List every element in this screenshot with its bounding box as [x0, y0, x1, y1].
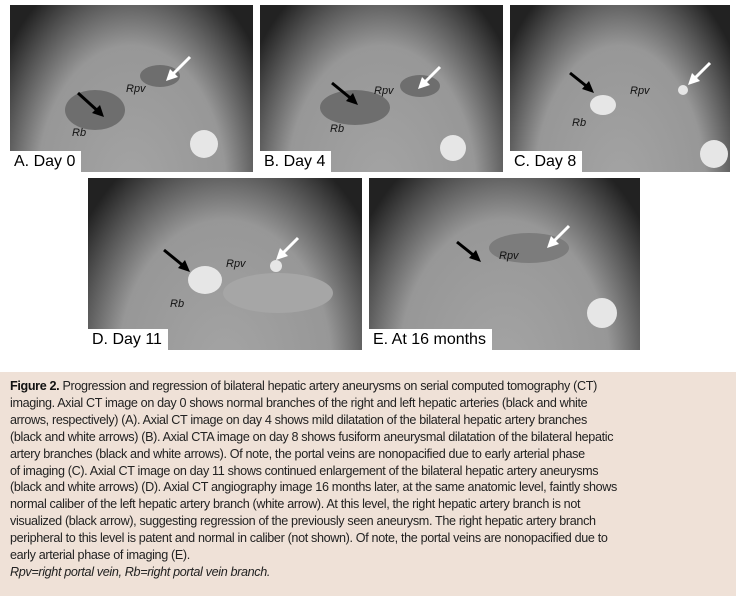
caption-line: early arterial phase of imaging (E).	[10, 548, 190, 563]
panel-label: D. Day 11	[88, 329, 168, 350]
ct-panel-b	[260, 5, 503, 172]
rpv-label: Rpv	[374, 85, 394, 97]
caption-line: normal caliber of the left hepatic artery branch (white arrow). At this level, the right hepatic artery branch is not	[10, 497, 581, 512]
rpv-label: Rpv	[499, 250, 519, 262]
caption-line: arrows, respectively) (A). Axial CT image on day 4 shows mild dilatation of the bilateral hepatic artery branches	[10, 412, 587, 427]
panel-label: B. Day 4	[260, 151, 331, 172]
caption-line: (black and white arrows) (B). Axial CTA image on day 8 shows fusiform aneurysmal dilatation of the bilateral hepatic	[10, 429, 614, 444]
ct-panel-d	[88, 178, 362, 350]
caption-line: peripheral to this level is patent and normal in caliber (not shown). Of note, the portal veins are nonopacified due to	[10, 531, 608, 546]
arrows	[88, 178, 362, 350]
ct-panel-c	[510, 5, 730, 172]
caption-line: of imaging (C). Axial CT image on day 11 shows continued enlargement of the bilateral hepatic artery aneurysms	[10, 463, 599, 478]
caption-line: visualized (black arrow), suggesting regression of the previously seen aneurysm. The right hepatic artery branch	[10, 514, 596, 529]
figure-title: Figure 2.	[10, 379, 60, 393]
arrows	[510, 5, 730, 172]
rb-label: Rb	[170, 298, 185, 310]
figure-caption	[0, 372, 736, 596]
rpv-label: Rpv	[126, 83, 146, 95]
ct-panel-e	[369, 178, 640, 350]
caption-line: artery branches (black and white arrows). Of note, the portal veins are nonopacified due to early arterial phase	[10, 446, 585, 461]
rpv-label: Rpv	[630, 85, 650, 97]
ct-panel-a	[10, 5, 253, 172]
panel-label: A. Day 0	[10, 151, 81, 172]
rb-label: Rb	[572, 117, 587, 129]
rb-label: Rb	[330, 123, 345, 135]
panel-label: C. Day 8	[510, 151, 582, 172]
arrows	[369, 178, 640, 350]
rpv-label: Rpv	[226, 258, 246, 270]
caption-line: Figure 2. Progression and regression of bilateral hepatic artery aneurysms on serial computed tomography (CT)	[10, 379, 597, 393]
caption-line: imaging. Axial CT image on day 0 shows normal branches of the right and left hepatic arteries (black and white	[10, 395, 588, 410]
rb-label: Rb	[72, 127, 87, 139]
panel-label: E. At 16 months	[369, 329, 492, 350]
caption-line: (black and white arrows) (D). Axial CT angiography image 16 months later, at the same anatomic level, faintly shows	[10, 480, 617, 495]
caption-abbreviations: Rpv=right portal vein, Rb=right portal vein branch.	[10, 564, 271, 579]
